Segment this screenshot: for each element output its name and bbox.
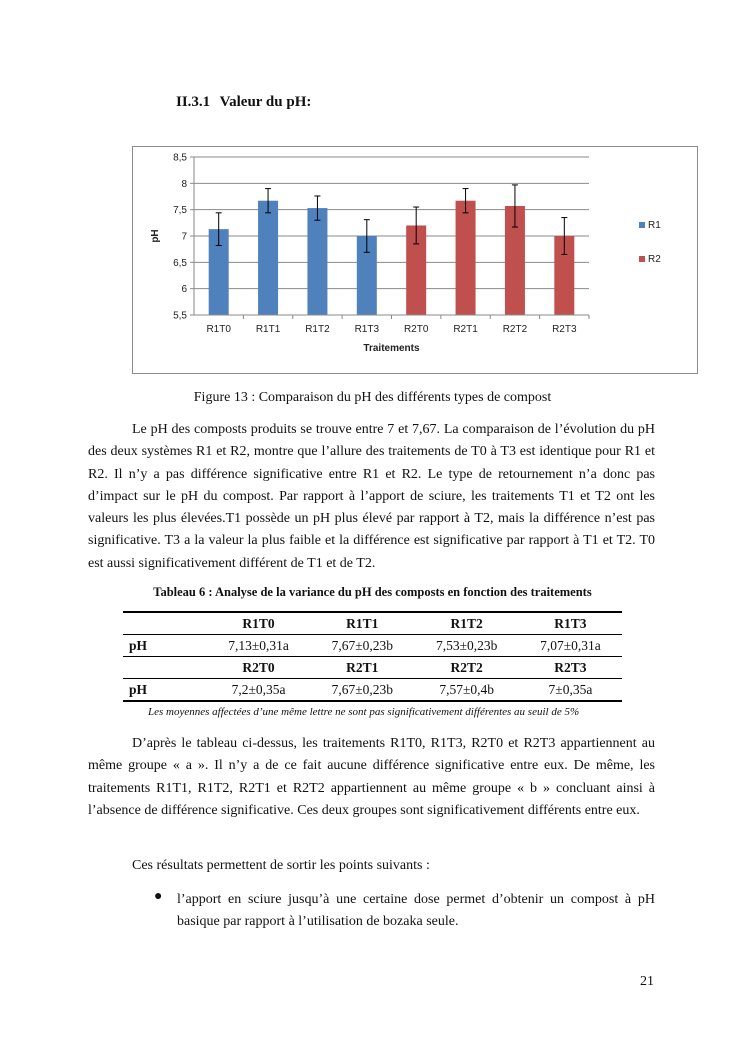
ph-bar-chart bbox=[132, 146, 698, 374]
svg-text:R1T3: R1T3 bbox=[354, 324, 380, 335]
value-cell: 7±0,35a bbox=[519, 679, 622, 702]
svg-text:8,5: 8,5 bbox=[173, 152, 187, 164]
svg-text:R2T1: R2T1 bbox=[453, 324, 478, 335]
header-cell: R2T2 bbox=[414, 657, 518, 679]
svg-text:R2T0: R2T0 bbox=[403, 324, 429, 335]
section-number: II.3.1 bbox=[176, 94, 211, 110]
table-header-row-r1 bbox=[123, 612, 622, 635]
anova-table bbox=[123, 611, 622, 702]
svg-text:5,5: 5,5 bbox=[173, 310, 187, 322]
svg-text:R2T3: R2T3 bbox=[552, 324, 577, 335]
value-cell: 7,2±0,35a bbox=[207, 679, 310, 702]
svg-text:pH: pH bbox=[150, 229, 161, 243]
paragraph-2-text: D’après le tableau ci-dessus, les traitements R1T0, R1T3, R2T0 et R2T3 appartiennent au même groupe « a ». Il n’y a de ce fait aucune différence significative entre eux. De même, les traitements R1T1, R1T2, R2T1 et R2T2 appartiennent au même groupe « b » concluant ainsi à l’absence de différence significative. Ces deux groupes sont significativement différents entre eux. bbox=[88, 736, 655, 818]
paragraph-3 bbox=[88, 855, 655, 877]
figure-caption: Figure 13 : Comparaison du pH des différents types de compost bbox=[193, 390, 552, 405]
value-cell: 7,57±0,4b bbox=[414, 679, 518, 702]
header-cell: R1T1 bbox=[310, 612, 414, 635]
header-cell: R1T3 bbox=[519, 612, 622, 635]
svg-text:R1T0: R1T0 bbox=[206, 324, 231, 335]
paragraph-3-text: Ces résultats permettent de sortir les points suivants : bbox=[132, 858, 430, 873]
svg-text:8: 8 bbox=[181, 178, 187, 190]
svg-text:7,5: 7,5 bbox=[173, 205, 187, 217]
row-label: pH bbox=[123, 679, 207, 702]
table-row bbox=[123, 679, 622, 702]
svg-text:Traitements: Traitements bbox=[363, 343, 420, 354]
page-number: 21 bbox=[640, 974, 654, 989]
value-cell: 7,67±0,23b bbox=[310, 635, 414, 657]
table-title: Tableau 6 : Analyse de la variance du pH des composts en fonction des traitements bbox=[153, 585, 592, 599]
section-heading bbox=[176, 94, 311, 111]
chart-canvas bbox=[133, 147, 699, 375]
paragraph-1 bbox=[88, 419, 655, 575]
header-cell: R2T0 bbox=[207, 657, 310, 679]
svg-text:R2T2: R2T2 bbox=[502, 324, 528, 335]
paragraph-2 bbox=[88, 733, 655, 822]
value-cell: 7,07±0,31a bbox=[519, 635, 622, 657]
header-cell: R2T3 bbox=[519, 657, 622, 679]
svg-text:R1T2: R1T2 bbox=[305, 324, 330, 335]
svg-text:R1T1: R1T1 bbox=[255, 324, 281, 335]
section-title: Valeur du pH: bbox=[219, 94, 312, 110]
table-note: Les moyennes affectées d’une même lettre ne sont pas significativement différentes au seuil de 5% bbox=[148, 706, 580, 718]
value-cell: 7,13±0,31a bbox=[207, 635, 310, 657]
svg-text:7: 7 bbox=[181, 231, 187, 243]
value-cell: 7,67±0,23b bbox=[310, 679, 414, 702]
svg-text:6: 6 bbox=[181, 284, 187, 296]
svg-text:R1: R1 bbox=[648, 220, 661, 231]
value-cell: 7,53±0,23b bbox=[414, 635, 518, 657]
bullet-item: l’apport en sciure jusqu’à une certaine dose permet d’obtenir un compost à pH basique par rapport à l’utilisation de bozaka seule. bbox=[177, 892, 655, 930]
header-cell: R2T1 bbox=[310, 657, 414, 679]
svg-text:6,5: 6,5 bbox=[173, 257, 187, 269]
table-header-row-r2 bbox=[123, 657, 622, 679]
header-cell: R1T2 bbox=[414, 612, 518, 635]
svg-text:R2: R2 bbox=[648, 254, 661, 265]
paragraph-1-text: Le pH des composts produits se trouve entre 7 et 7,67. La comparaison de l’évolution du pH des deux systèmes R1 et R2, montre que l’allure des traitements de T0 à T3 est identique pour R1 et R2. Il n’y a pas différence significative entre R1 et R2. Le type de retournement n’a donc pas d’impact sur le pH du compost. Par rapport à l’apport de sciure, les traitements T1 et T2 ont les valeurs les plus élevées.T1 possède un pH plus élevé par rapport à T2, mais la différence n’est pas significative. T3 a la valeur la plus faible et la différence est significative par rapport à T1 et T2. T0 est aussi significativement différent de T1 et de T2. bbox=[88, 422, 655, 571]
bullet-icon: ● bbox=[154, 889, 163, 904]
row-label: pH bbox=[123, 635, 207, 657]
table-row bbox=[123, 635, 622, 657]
header-cell: R1T0 bbox=[207, 612, 310, 635]
